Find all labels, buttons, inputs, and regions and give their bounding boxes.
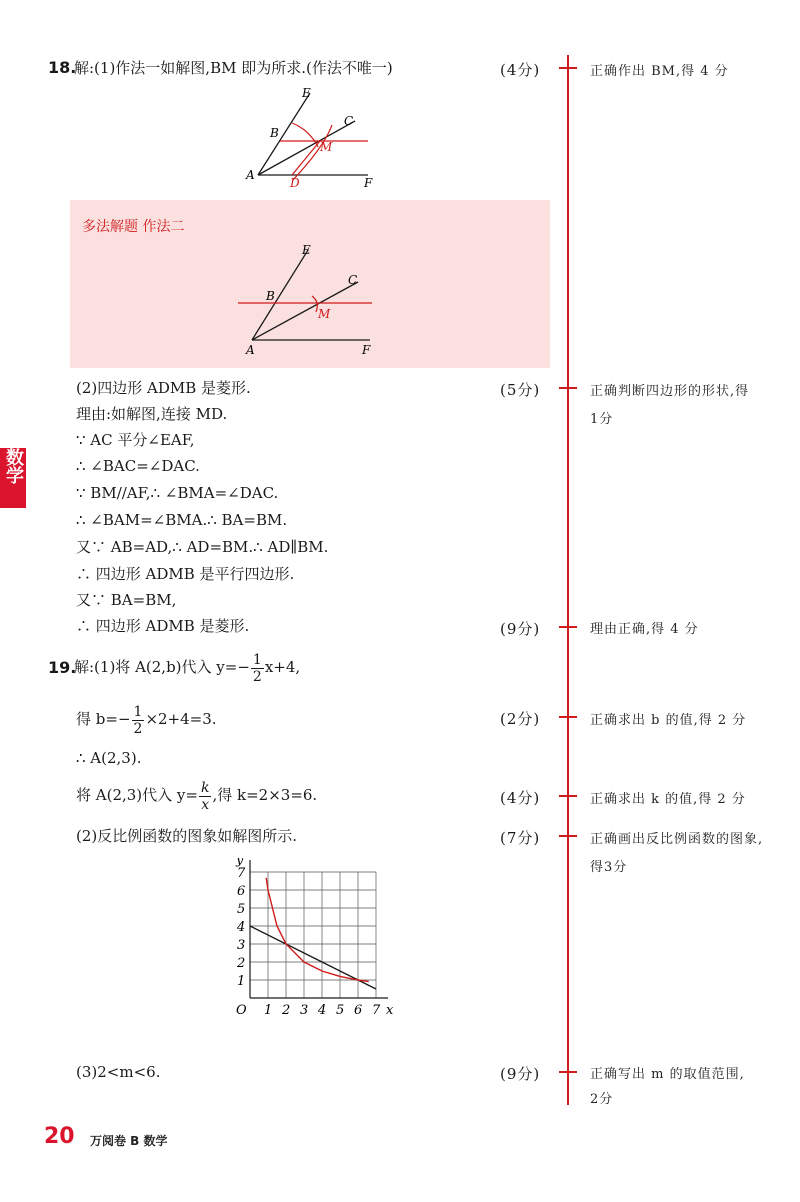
ray-ae bbox=[252, 250, 308, 340]
score-tick bbox=[559, 795, 577, 797]
fig2-label: C bbox=[348, 273, 358, 287]
fig2-label: B bbox=[266, 289, 275, 303]
x-tick-label: 6 bbox=[354, 1003, 363, 1018]
q18-line1: 解:(1)作法一如解图,BM 即为所求.(作法不唯一) bbox=[74, 59, 393, 77]
x-axis-label: x bbox=[386, 1003, 394, 1018]
q18-note2b: 1分 bbox=[590, 412, 614, 427]
q19-line5: (2)反比例函数的图象如解图所示. bbox=[76, 827, 298, 845]
x-tick-label: 5 bbox=[336, 1003, 345, 1018]
score-tick bbox=[559, 835, 577, 837]
fig2-label: M bbox=[318, 307, 331, 321]
multi-method-title: 多法解题 作法二 bbox=[82, 219, 185, 235]
fig2-label: E bbox=[302, 243, 311, 257]
q19-line1-text: 解:(1)将 A(2,b)代入 y=− bbox=[74, 658, 250, 676]
q19-note3b: 得3分 bbox=[590, 860, 628, 875]
y-tick-label: 4 bbox=[237, 920, 246, 935]
score-tick bbox=[559, 387, 577, 389]
q19-points2: (4分) bbox=[500, 789, 541, 807]
page-number: 20 bbox=[44, 1124, 75, 1149]
q19-line3: ∴ A(2,3). bbox=[76, 749, 142, 767]
fig1-label: B bbox=[270, 126, 279, 140]
q19-line2 bbox=[76, 700, 217, 738]
question-18-number: 18. bbox=[48, 58, 77, 77]
q18-part2-line: ∴ 四边形 ADMB 是平行四边形. bbox=[76, 565, 295, 583]
q18-note3: 理由正确,得 4 分 bbox=[590, 622, 699, 637]
q19-line6: (3)2<m<6. bbox=[76, 1063, 161, 1081]
q18-note1: 正确作出 BM,得 4 分 bbox=[590, 64, 729, 79]
q19-points4: (9分) bbox=[500, 1065, 541, 1083]
numerator: 1 bbox=[252, 651, 262, 668]
y-tick-label: 3 bbox=[237, 938, 246, 953]
y-tick-label: 7 bbox=[237, 866, 246, 881]
subject-tab bbox=[0, 448, 26, 508]
q19-points1: (2分) bbox=[500, 710, 541, 728]
q18-points2: (5分) bbox=[500, 381, 541, 399]
fig1-label: D bbox=[290, 176, 300, 190]
q19-points3: (7分) bbox=[500, 829, 541, 847]
fig2-label: A bbox=[246, 343, 255, 357]
q18-part2-line: ∵ BM//AF,∴ ∠BMA=∠DAC. bbox=[76, 484, 279, 502]
q19-note3a: 正确画出反比例函数的图象, bbox=[590, 832, 764, 847]
function-graph bbox=[222, 858, 412, 1033]
q19-line2-text: ×2+4=3. bbox=[145, 710, 217, 728]
multi-method-box bbox=[70, 200, 550, 368]
q19-line4 bbox=[76, 776, 317, 814]
fraction bbox=[251, 652, 264, 685]
y-tick-label: 5 bbox=[237, 902, 246, 917]
q18-figure-method1 bbox=[240, 85, 380, 190]
q18-part2-line: ∴ ∠BAC=∠DAC. bbox=[76, 457, 200, 475]
q18-points1: (4分) bbox=[500, 61, 541, 79]
q19-line1-text: x+4, bbox=[264, 658, 301, 676]
y-tick-label: 2 bbox=[237, 956, 246, 971]
q18-part2-line: ∴ ∠BAM=∠BMA.∴ BA=BM. bbox=[76, 511, 288, 529]
question-19-number: 19. bbox=[48, 658, 77, 677]
q18-points3: (9分) bbox=[500, 620, 541, 638]
q19-line4-text: ,得 k=2×3=6. bbox=[212, 786, 318, 804]
numerator: k bbox=[200, 779, 210, 796]
q19-line1 bbox=[74, 648, 300, 686]
subject-tab-label: 数学 bbox=[3, 448, 24, 484]
q18-note2a: 正确判断四边形的形状,得 bbox=[590, 384, 750, 399]
fig1-label: C bbox=[344, 114, 354, 128]
y-tick-label: 1 bbox=[237, 974, 246, 989]
fraction bbox=[132, 704, 145, 737]
score-tick bbox=[559, 1071, 577, 1073]
q18-part2-line: 又∵ AB=AD,∴ AD=BM.∴ AD∥BM. bbox=[76, 538, 329, 556]
q18-part2-line: (2)四边形 ADMB 是菱形. bbox=[76, 379, 251, 397]
q18-figure-method2 bbox=[230, 240, 390, 360]
denominator: 2 bbox=[252, 668, 262, 685]
fig1-label: F bbox=[364, 176, 373, 190]
origin-label: O bbox=[236, 1003, 247, 1018]
score-divider-line bbox=[567, 55, 569, 1105]
fig2-label: F bbox=[362, 343, 371, 357]
fig1-label: M bbox=[320, 140, 333, 154]
denominator: 2 bbox=[133, 720, 143, 737]
x-tick-label: 4 bbox=[318, 1003, 327, 1018]
fig1-label: A bbox=[246, 168, 255, 182]
q19-note1: 正确求出 b 的值,得 2 分 bbox=[590, 713, 747, 728]
q18-part2-line: 理由:如解图,连接 MD. bbox=[76, 405, 228, 423]
x-tick-label: 1 bbox=[264, 1003, 273, 1018]
q19-note4a: 正确写出 m 的取值范围, bbox=[590, 1067, 745, 1082]
x-tick-label: 2 bbox=[282, 1003, 291, 1018]
q18-part2-line: ∵ AC 平分∠EAF, bbox=[76, 431, 195, 449]
x-tick-label: 3 bbox=[300, 1003, 309, 1018]
denominator: x bbox=[201, 796, 210, 813]
score-tick bbox=[559, 67, 577, 69]
score-tick bbox=[559, 716, 577, 718]
q18-part2-line: 又∵ BA=BM, bbox=[76, 591, 177, 609]
y-tick-label: 6 bbox=[237, 884, 246, 899]
q18-part2-line: ∴ 四边形 ADMB 是菱形. bbox=[76, 617, 250, 635]
inverse-proportion-curve bbox=[266, 878, 369, 982]
segment-md bbox=[292, 141, 320, 175]
q19-line2-text: 得 b=− bbox=[76, 710, 131, 728]
score-tick bbox=[559, 626, 577, 628]
x-tick-label: 7 bbox=[372, 1003, 381, 1018]
numerator: 1 bbox=[133, 703, 143, 720]
y-axis-label: y bbox=[236, 858, 244, 868]
q19-note4b: 2分 bbox=[590, 1092, 614, 1107]
q19-note2: 正确求出 k 的值,得 2 分 bbox=[590, 792, 746, 807]
fig1-label: E bbox=[302, 86, 311, 100]
fraction bbox=[199, 780, 211, 813]
q19-line4-text: 将 A(2,3)代入 y= bbox=[76, 786, 198, 804]
book-title: 万阅卷 B 数学 bbox=[90, 1134, 168, 1148]
